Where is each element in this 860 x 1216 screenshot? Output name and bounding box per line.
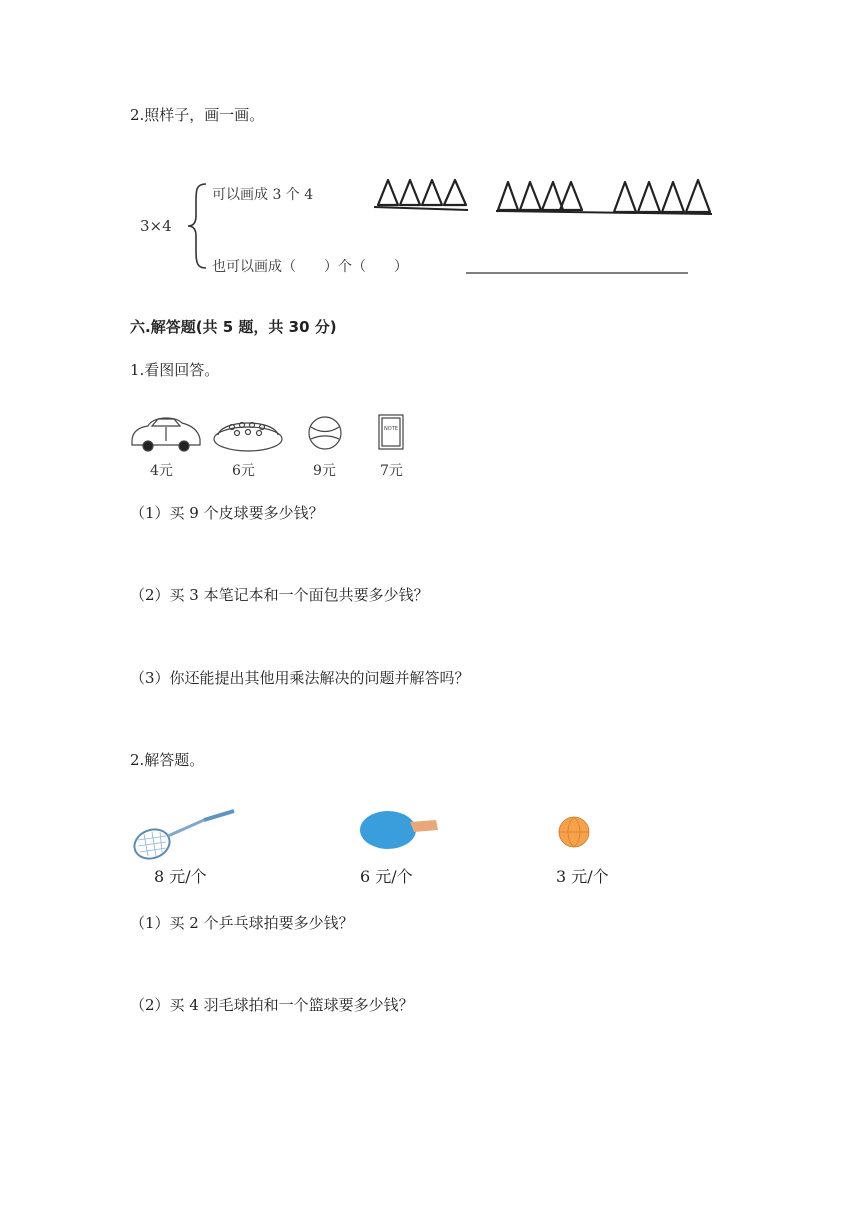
ping-pong-paddle-icon	[360, 811, 438, 849]
curly-brace-icon	[186, 180, 210, 272]
price-basketball: 3 元/个	[556, 867, 609, 886]
sub-question: （3）你还能提出其他用乘法解决的问题并解答吗？	[130, 669, 470, 687]
price-ping-pong: 6 元/个	[360, 867, 413, 886]
triangles-drawing	[370, 172, 720, 222]
items-illustration-2	[132, 808, 622, 866]
price-ball: 9元	[313, 463, 336, 479]
triangle-icon	[638, 182, 660, 212]
answer-line	[466, 270, 690, 276]
expression: 3×4	[140, 217, 172, 235]
triangle-icon	[444, 180, 466, 205]
triangle-icon	[614, 182, 636, 212]
badminton-racket-icon	[130, 811, 234, 863]
ball-icon	[309, 417, 341, 449]
draw-line-2: 也可以画成（ ）个（ ）	[212, 259, 408, 275]
notebook-icon	[379, 415, 403, 449]
svg-text:NOTE: NOTE	[384, 426, 398, 432]
sub-question: （1）买 2 个乒乓球拍要多少钱？	[130, 914, 354, 932]
triangle-icon	[378, 180, 398, 205]
sub-question: （1）买 9 个皮球要多少钱？	[130, 504, 324, 522]
draw-line-1: 可以画成 3 个 4	[212, 187, 314, 203]
items-illustration	[130, 413, 410, 461]
triangle-icon	[422, 180, 442, 205]
question-title: 2.照样子，画一画。	[130, 106, 265, 124]
sub-question: （2）买 4 羽毛球拍和一个篮球要多少钱？	[130, 996, 414, 1014]
basketball-icon	[559, 817, 589, 847]
toy-car-icon	[132, 418, 200, 451]
sub-question: （2）买 3 本笔记本和一个面包共要多少钱？	[130, 586, 429, 604]
price-badminton: 8 元/个	[154, 867, 207, 886]
triangle-icon	[560, 182, 582, 210]
triangle-icon	[400, 180, 420, 205]
price-car: 4元	[150, 463, 173, 479]
triangle-icon	[686, 180, 710, 212]
question-title: 2.解答题。	[130, 751, 205, 769]
triangle-icon	[520, 182, 541, 210]
bread-icon	[214, 423, 282, 452]
triangle-icon	[542, 182, 563, 210]
question-title: 1.看图回答。	[130, 361, 220, 379]
price-notebook: 7元	[380, 463, 403, 479]
price-bread: 6元	[232, 463, 255, 479]
triangle-icon	[498, 182, 518, 210]
section-title: 六.解答题(共 5 题，共 30 分)	[130, 318, 337, 336]
triangle-icon	[662, 182, 684, 212]
